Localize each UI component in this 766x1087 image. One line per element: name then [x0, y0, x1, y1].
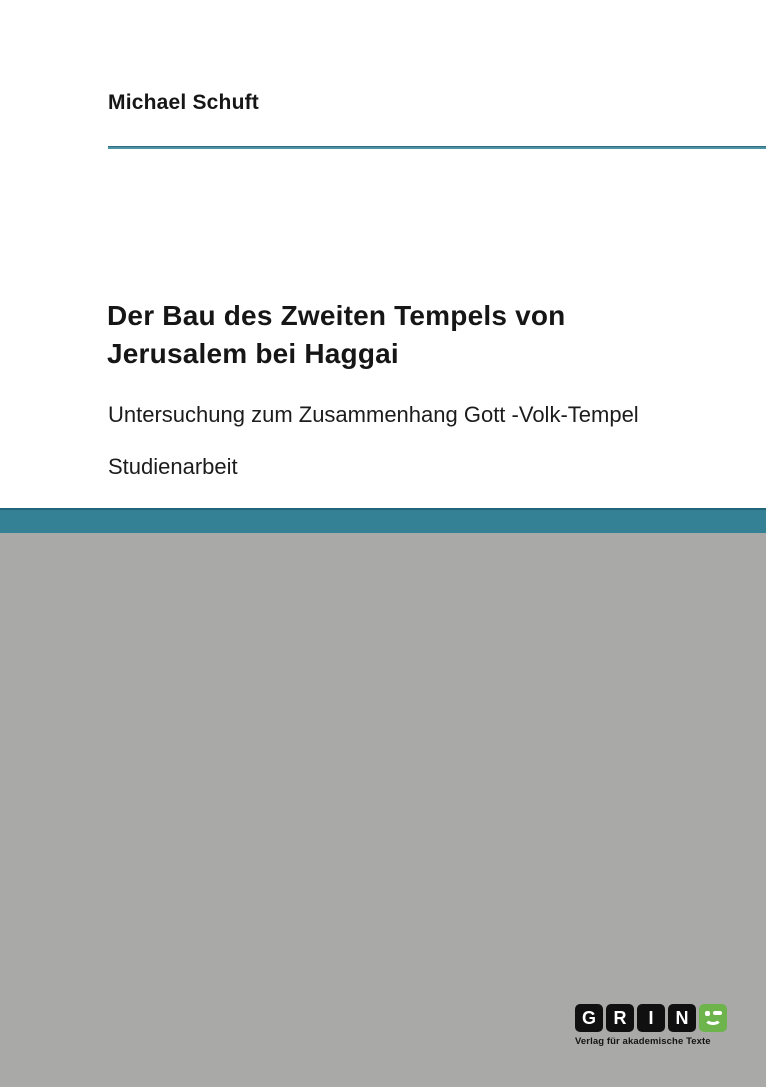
- author-name: Michael Schuft: [108, 91, 259, 114]
- author-divider-rule: [108, 146, 766, 149]
- teal-accent-bar: [0, 508, 766, 533]
- document-title: [107, 297, 667, 373]
- smiley-mouth-icon: [704, 1011, 722, 1025]
- smiley-icon: [699, 1004, 727, 1032]
- grin-letter-tile-r: R: [606, 1004, 634, 1032]
- document-subtitle: Untersuchung zum Zusammenhang Gott -Volk-Tempel: [108, 402, 639, 427]
- document-title-line1: Der Bau des Zweiten Tempels von: [107, 300, 566, 331]
- grin-logo-tagline: Verlag für akademische Texte: [575, 1036, 711, 1047]
- document-title-line2: Jerusalem bei Haggai: [107, 338, 399, 369]
- grin-letter-tile-n: N: [668, 1004, 696, 1032]
- grin-logo-tiles: [575, 1004, 733, 1032]
- document-type-label: Studienarbeit: [108, 454, 238, 479]
- grin-publisher-logo: [575, 1004, 733, 1047]
- grin-letter-tile-g: G: [575, 1004, 603, 1032]
- grin-letter-tile-i: I: [637, 1004, 665, 1032]
